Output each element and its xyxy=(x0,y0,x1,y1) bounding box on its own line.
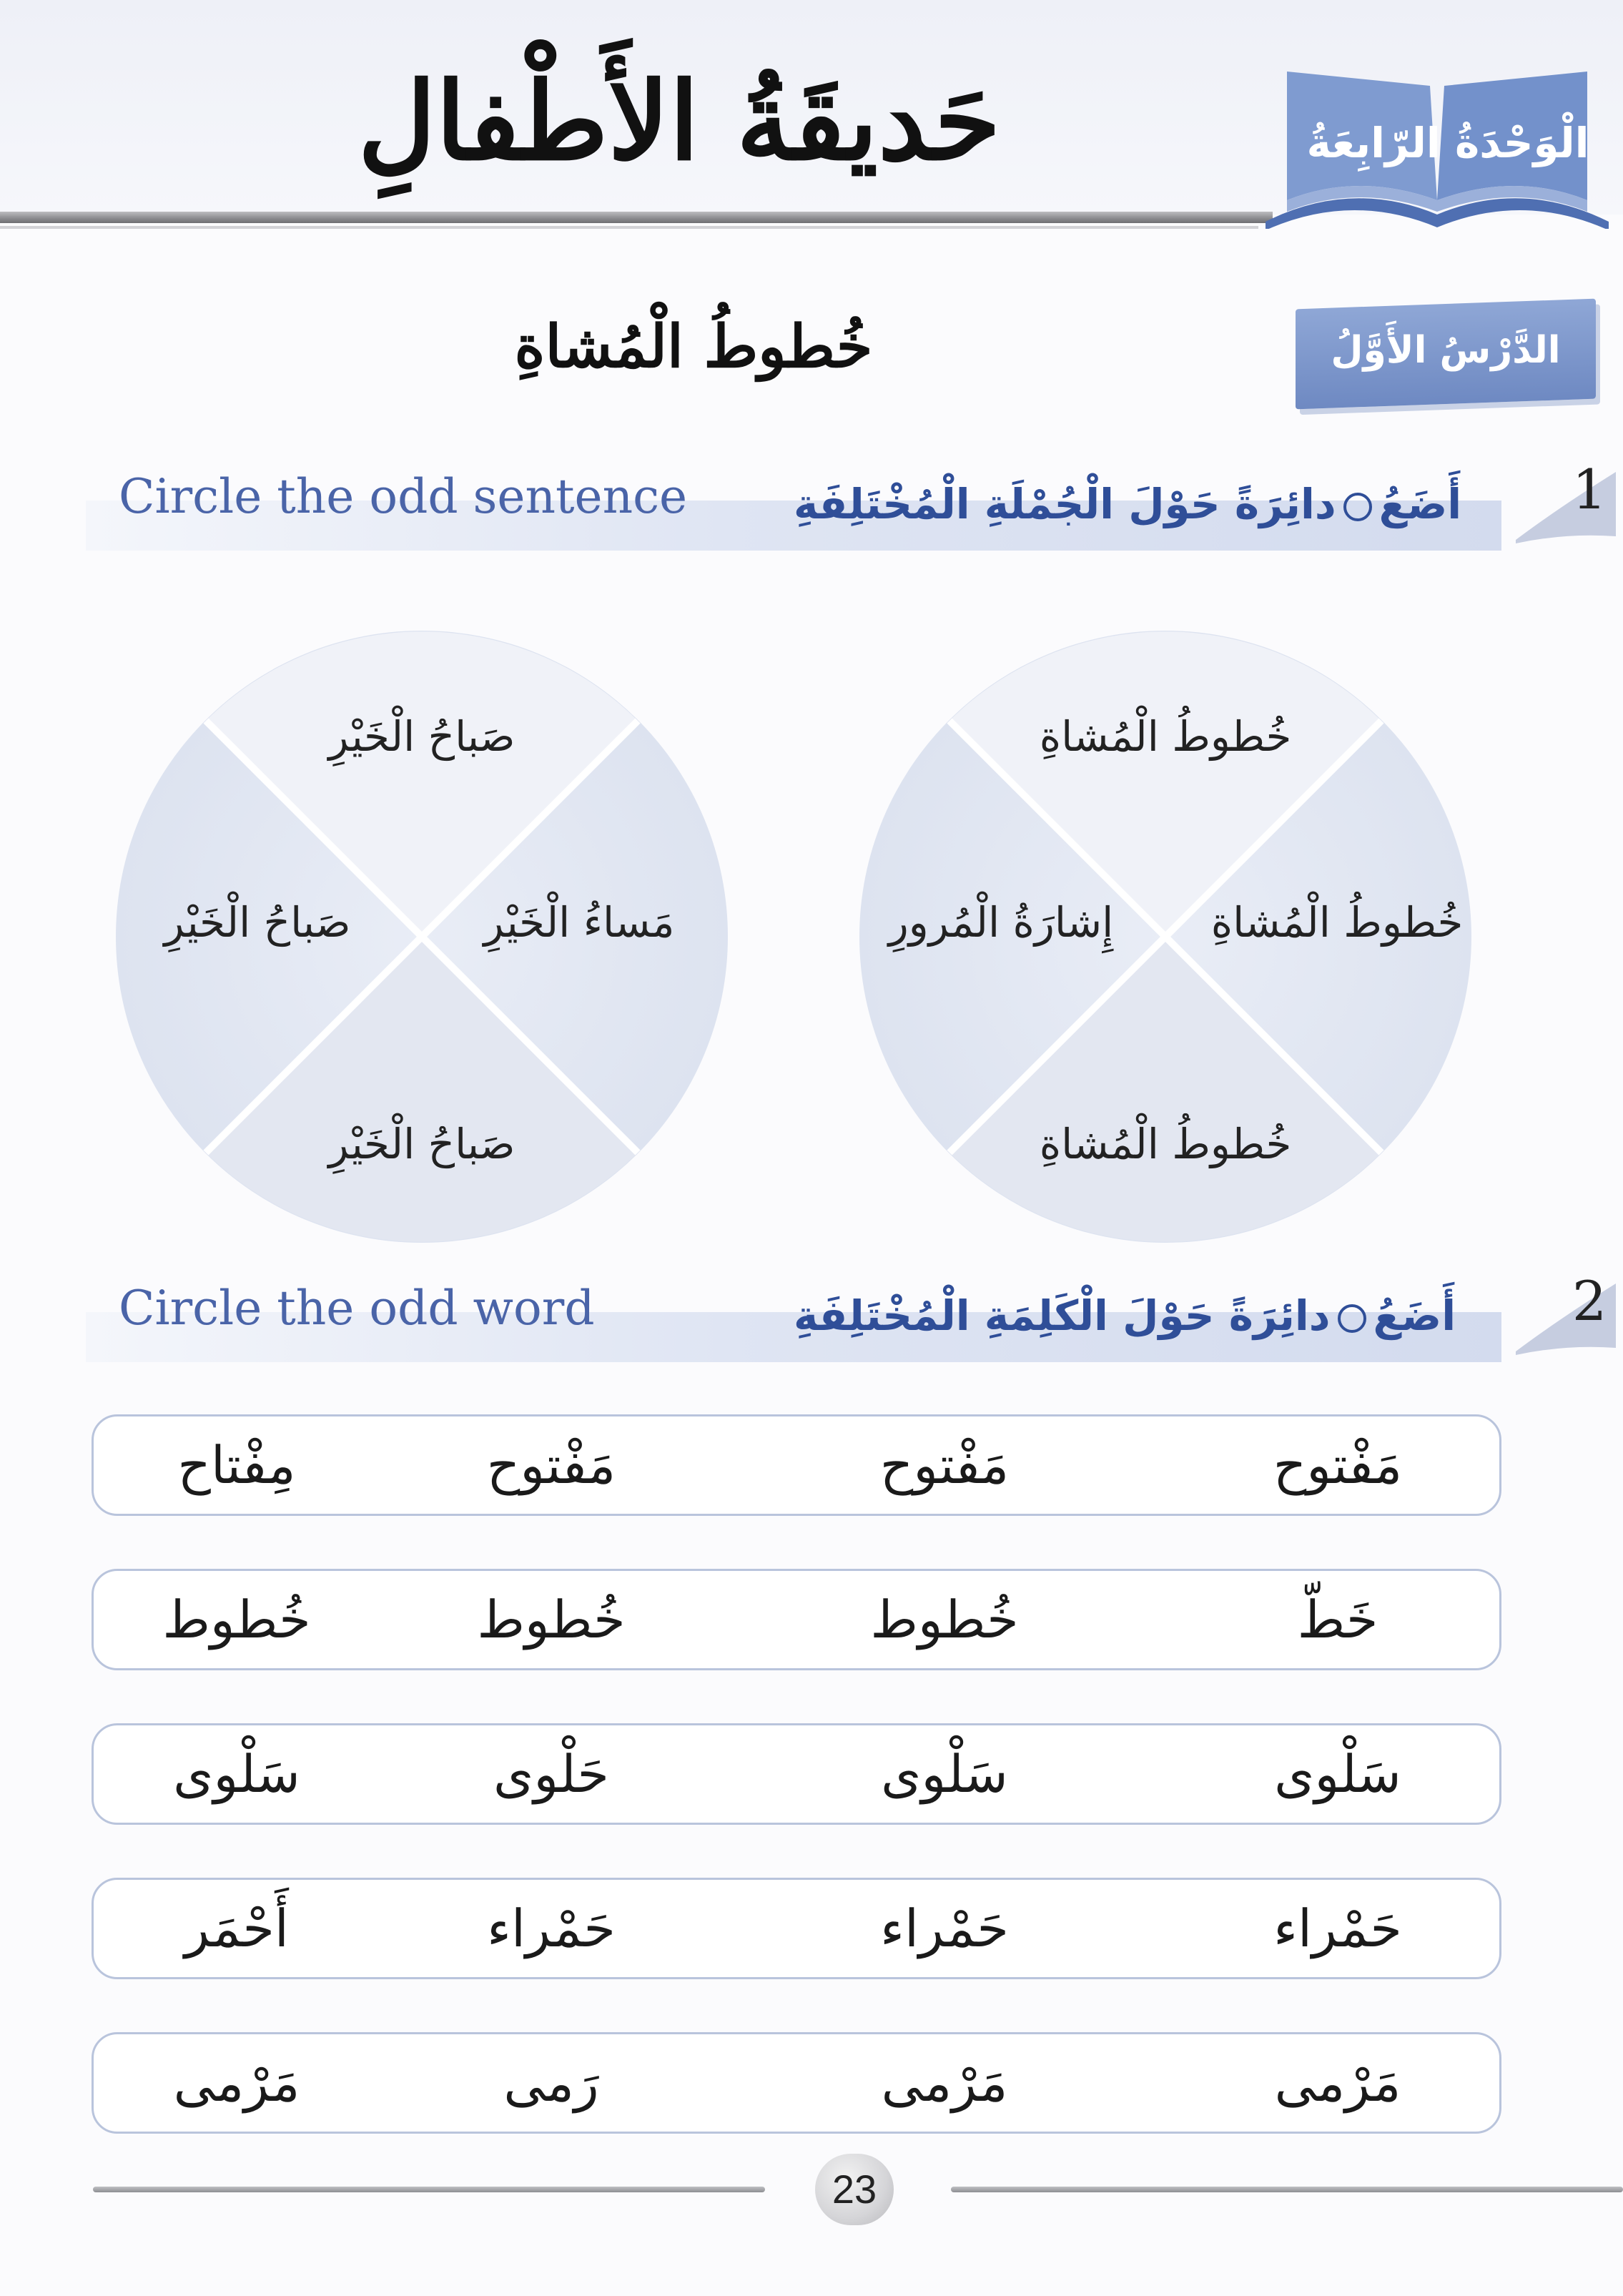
exercise-1-instruction-text: دائِرَةً حَوْلَ الْجُمْلَةِ الْمُخْتَلِفَةِ xyxy=(794,480,1336,528)
word-option[interactable]: حَمْراء xyxy=(1273,1898,1402,1959)
wheel-1-sentence-top[interactable]: خُطوطُ الْمُشاةِ xyxy=(1039,712,1292,761)
word-row-2 xyxy=(92,1569,1501,1670)
wheel-1-sentence-right[interactable]: خُطوطُ الْمُشاةِ xyxy=(1210,898,1464,947)
wheel-1-sentence-left[interactable]: إِشارَةُ الْمُرورِ xyxy=(888,898,1114,947)
exercise-2-number: 2 xyxy=(1572,1269,1607,1333)
word-option[interactable]: مَرْمى xyxy=(1274,2053,1401,2113)
unit-label: الْوَحْدَةُ الرّابِعَةُ xyxy=(1306,119,1589,167)
circle-icon xyxy=(1343,493,1372,521)
exercise-1-number: 1 xyxy=(1572,458,1607,521)
exercise-1-instruction-ar xyxy=(794,468,1509,540)
footer-rule-left xyxy=(93,2187,765,2192)
word-option[interactable]: سَلْوى xyxy=(173,1744,300,1804)
word-row-5 xyxy=(92,2032,1501,2134)
word-option[interactable]: مَفْتوح xyxy=(879,1435,1010,1495)
wheel-2-sentence-top[interactable]: صَباحُ الْخَيْرِ xyxy=(328,712,515,761)
wheel-2-sentence-left[interactable]: صَباحُ الْخَيْرِ xyxy=(164,898,351,947)
word-option[interactable]: أَحْمَر xyxy=(184,1898,289,1959)
header-rule xyxy=(0,212,1273,223)
word-row-1 xyxy=(92,1414,1501,1516)
word-option[interactable]: خَطّ xyxy=(1297,1590,1378,1650)
lesson-title: خُطوطُ الْمُشاةِ xyxy=(514,312,873,381)
word-option[interactable]: مَرْمى xyxy=(881,2053,1008,2113)
wheel-1-sentence-bottom[interactable]: خُطوطُ الْمُشاةِ xyxy=(1039,1120,1292,1168)
word-option[interactable]: مِفْتاح xyxy=(177,1435,296,1495)
instruction-verb: أَضَعُ xyxy=(1378,480,1462,528)
word-option[interactable]: مَفْتوح xyxy=(486,1435,616,1495)
word-option[interactable]: رَمى xyxy=(503,2053,599,2113)
page-number: 23 xyxy=(815,2154,894,2225)
circle-icon xyxy=(1338,1304,1366,1333)
wheel-2-sentence-right[interactable]: مَساءُ الْخَيْرِ xyxy=(483,898,675,947)
exercise-2-instruction-en: Circle the odd word xyxy=(119,1281,595,1336)
word-option[interactable]: سَلْوى xyxy=(1274,1744,1401,1804)
word-option[interactable]: مَرْمى xyxy=(173,2053,300,2113)
header-rule-shadow xyxy=(0,226,1258,229)
exercise-1-instruction-en: Circle the odd sentence xyxy=(119,469,688,524)
word-option[interactable]: حَمْراء xyxy=(487,1898,616,1959)
word-option[interactable]: مَفْتوح xyxy=(1273,1435,1403,1495)
wheel-2-sentence-bottom[interactable]: صَباحُ الْخَيْرِ xyxy=(328,1120,515,1168)
word-option[interactable]: سَلْوى xyxy=(881,1744,1008,1804)
word-option[interactable]: خُطوط xyxy=(477,1590,626,1650)
exercise-2-instruction-ar xyxy=(794,1280,1509,1351)
footer-rule-right xyxy=(951,2187,1623,2192)
word-option[interactable]: حَمْراء xyxy=(880,1898,1009,1959)
word-row-4 xyxy=(92,1878,1501,1979)
instruction-verb: أَضَعُ xyxy=(1373,1291,1456,1340)
word-option[interactable]: خُطوط xyxy=(162,1590,311,1650)
word-option[interactable]: خُطوط xyxy=(870,1590,1019,1650)
lesson-label: الدَّرْسُ الأَوَّلُ xyxy=(1331,329,1561,372)
word-row-3 xyxy=(92,1723,1501,1825)
word-option[interactable]: حَلْوى xyxy=(493,1744,609,1804)
exercise-2-instruction-text: دائِرَةً حَوْلَ الْكَلِمَةِ الْمُخْتَلِفَةِ xyxy=(794,1291,1331,1340)
page-title: حَديقَةُ الأَطْفالِ xyxy=(357,59,1001,184)
